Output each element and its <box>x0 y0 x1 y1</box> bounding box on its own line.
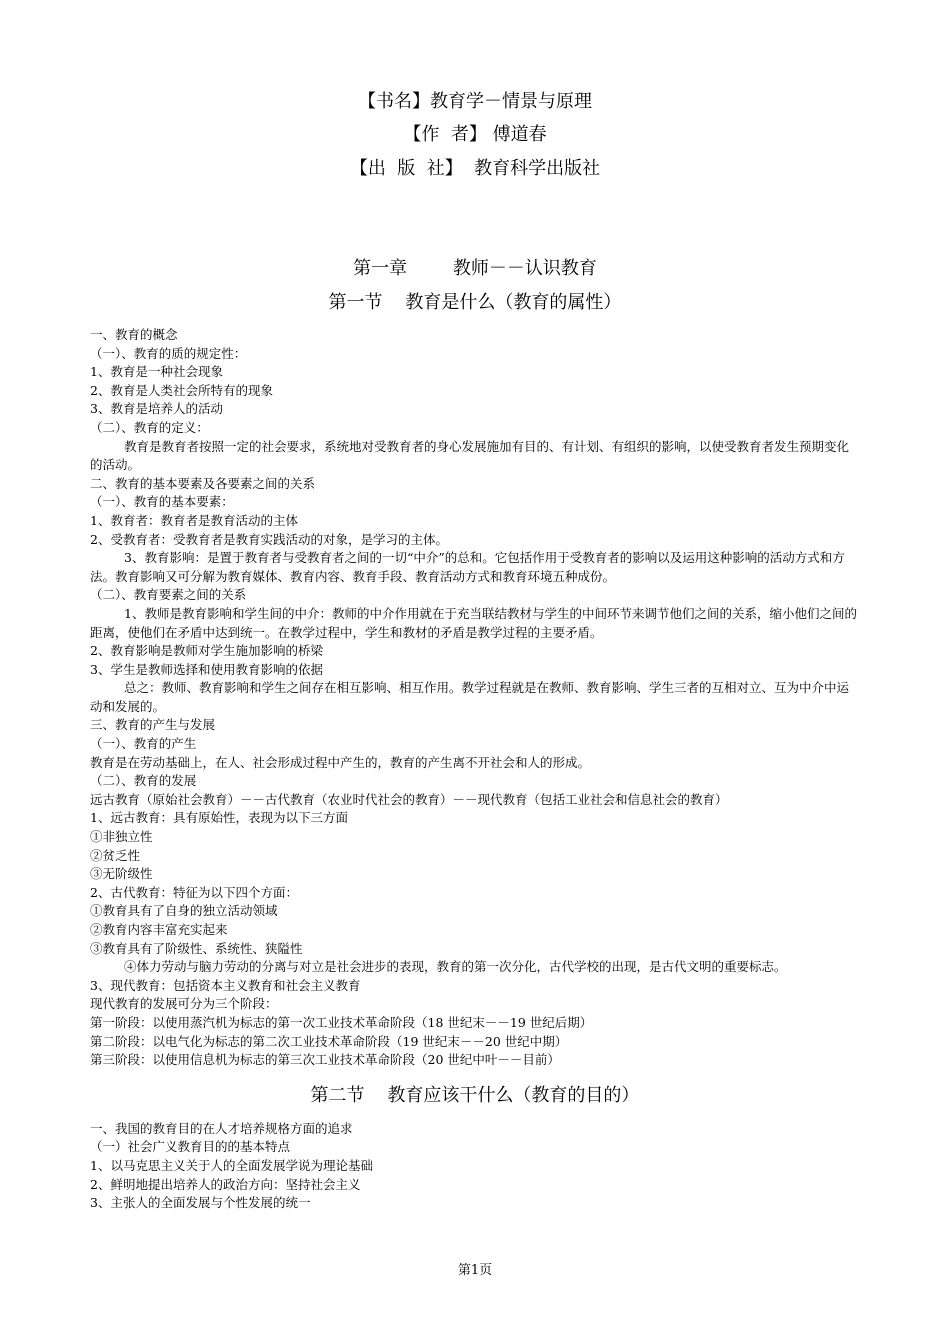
list-item: 2、鲜明地提出培养人的政治方向：坚持社会主义 <box>90 1176 361 1192</box>
subheading: （一）、教育的质的规定性： <box>90 345 247 361</box>
list-item: 2、教育影响是教师对学生施加影响的桥梁 <box>90 643 323 659</box>
list-item: 3、教育是培养人的活动 <box>90 401 223 417</box>
paragraph: 教育是在劳动基础上，在人、社会形成过程中产生的，教育的产生离不开社会和人的形成。 <box>90 754 591 770</box>
paragraph: 远古教育（原始社会教育）－－古代教育（农业时代社会的教育）－－现代教育（包括工业社会和信息社会的教育） <box>90 791 728 807</box>
list-item: ①教育具有了自身的独立活动领域 <box>90 903 278 919</box>
author-line: 【作 者】 傅道春 <box>403 124 547 145</box>
list-item: ③无阶级性 <box>90 866 153 882</box>
list-item: ②贫乏性 <box>90 847 141 863</box>
paragraph: 总之：教师、教育影响和学生之间存在相互影响、相互作用。教学过程就是在教师、教育影响、学生三者的互相对立、互为中介中运动和发展的。 <box>90 680 850 714</box>
chapter-title: 第一章 教师－－认识教育 <box>353 258 597 279</box>
list-item: 1、以马克思主义关于人的全面发展学说为理论基础 <box>90 1157 373 1173</box>
publisher-line: 【出 版 社】 教育科学出版社 <box>349 158 601 179</box>
heading-1: 一、我国的教育目的在人才培养规格方面的追求 <box>90 1120 353 1136</box>
document-body <box>90 326 860 1213</box>
list-item: 1、教育者：教育者是教育活动的主体 <box>90 512 298 528</box>
list-item: ①非独立性 <box>90 829 153 845</box>
list-item: 第一阶段：以使用蒸汽机为标志的第一次工业技术革命阶段（18 世纪末－－19 世纪后期） <box>90 1014 593 1030</box>
paragraph: 1、教师是教育影响和学生间的中介：教师的中介作用就在于充当联结教材与学生的中间环节来调节他们之间的关系，缩小他们之间的距离，使他们在矛盾中达到统一。在教学过程中，学生和教材的矛盾是教学过程的主要矛盾。 <box>90 605 857 640</box>
list-item: 2、教育是人类社会所特有的现象 <box>90 382 273 398</box>
section2-title: 第二节 教育应该干什么（教育的目的） <box>310 1084 640 1106</box>
list-item: ②教育内容丰富充实起来 <box>90 922 228 937</box>
list-item: 3、现代教育：包括资本主义教育和社会主义教育 <box>90 977 361 993</box>
list-item: 1、教育是一种社会现象 <box>90 364 223 380</box>
subheading: （二）、教育要素之间的关系 <box>90 587 247 603</box>
paragraph: 3、教育影响：是置于教育者与受教育者之间的一切“中介”的总和。它包括作用于受教育者的影响以及运用这种影响的活动方式和方法。教育影响又可分解为教育媒体、教育内容、教育手段、教育活动方式和教育环境五种成份。 <box>90 550 845 584</box>
list-item: 第三阶段：以使用信息机为标志的第三次工业技术革命阶段（20 世纪中叶－－目前） <box>90 1052 560 1068</box>
book-title-line: 【书名】教育学－情景与原理 <box>358 91 592 112</box>
list-item: 第二阶段：以电气化为标志的第二次工业技术革命阶段（19 世纪末－－20 世纪中期） <box>90 1033 568 1049</box>
list-item: 3、学生是教师选择和使用教育影响的依据 <box>90 661 323 677</box>
list-item: 1、远古教育：具有原始性，表现为以下三方面 <box>90 810 348 826</box>
heading-1: 一、教育的概念 <box>90 327 178 342</box>
subheading: （二）、教育的发展 <box>90 773 197 789</box>
paragraph: 现代教育的发展可分为三个阶段： <box>90 996 278 1012</box>
section1-title: 第一节 教育是什么（教育的属性） <box>328 292 622 313</box>
subheading: （一）、教育的基本要素： <box>90 494 234 510</box>
list-item: 2、受教育者：受教育者是教育实践活动的对象，是学习的主体。 <box>90 531 448 547</box>
subheading: （二）、教育的定义： <box>90 419 209 435</box>
heading-1: 三、教育的产生与发展 <box>90 717 216 733</box>
list-item: 3、主张人的全面发展与个性发展的统一 <box>90 1195 311 1211</box>
list-item: ③教育具有了阶级性、系统性、狭隘性 <box>90 940 303 956</box>
paragraph: ④体力劳动与脑力劳动的分离与对立是社会进步的表现，教育的第一次分化，古代学校的出现，是古代文明的重要标志。 <box>124 959 787 975</box>
list-item: 2、古代教育：特征为以下四个方面： <box>90 884 298 900</box>
paragraph: 教育是教育者按照一定的社会要求，系统地对受教育者的身心发展施加有目的、有计划、有组织的影响，以使受教育者发生预期变化的活动。 <box>90 438 850 473</box>
page-number: 第1页 <box>457 1263 493 1278</box>
subheading: （一）社会广义教育目的的基本特点 <box>90 1139 291 1155</box>
subheading: （一）、教育的产生 <box>90 736 197 752</box>
heading-1: 二、教育的基本要素及各要素之间的关系 <box>90 475 316 491</box>
